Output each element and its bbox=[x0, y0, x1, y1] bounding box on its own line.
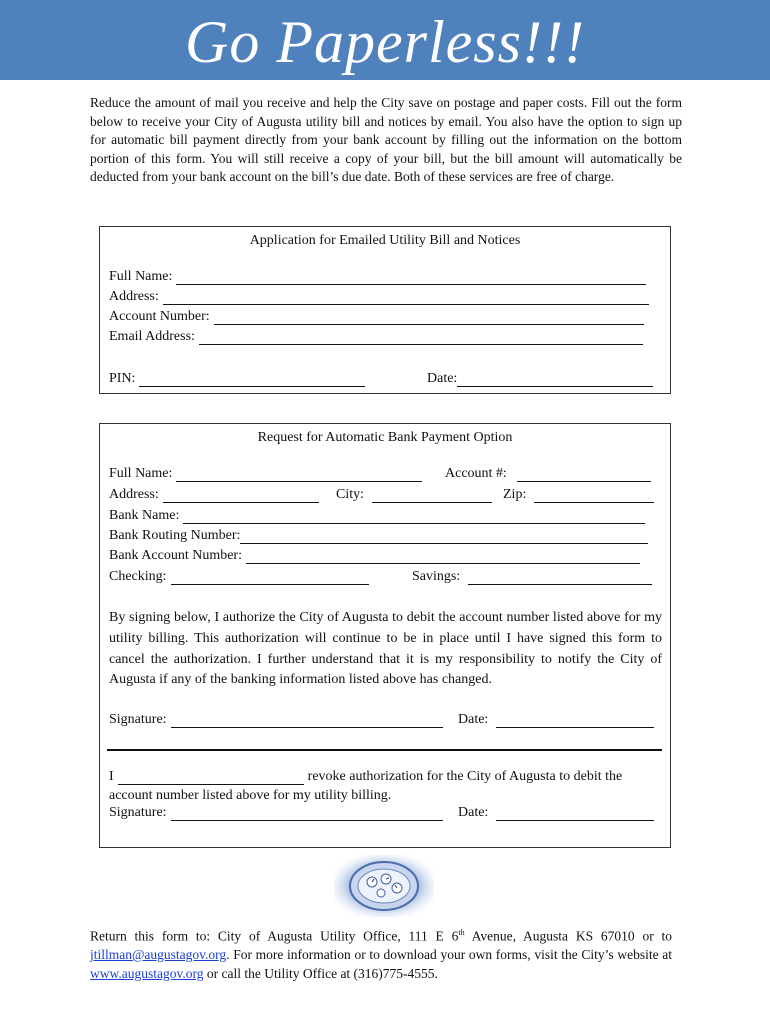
revoke-field[interactable] bbox=[109, 769, 622, 785]
header-banner bbox=[0, 0, 770, 80]
signature-date-label: Date: bbox=[458, 712, 489, 727]
city-label: City: bbox=[336, 487, 365, 502]
revoke-text-line2 bbox=[109, 788, 391, 804]
address-label: Address: bbox=[109, 289, 159, 304]
bank-account-number-line[interactable] bbox=[246, 549, 640, 564]
address-line[interactable] bbox=[163, 290, 649, 305]
footer-part1: Return this form to: City of Augusta Utility Office, 111 E 6 bbox=[90, 928, 459, 944]
city-field[interactable] bbox=[336, 487, 492, 503]
zip-field[interactable] bbox=[503, 487, 654, 503]
account-no-label: Account #: bbox=[445, 466, 507, 481]
email-date-field[interactable] bbox=[427, 371, 653, 387]
city-line[interactable] bbox=[372, 488, 492, 503]
footer-part4: or call the Utility Office at (316)775-4555. bbox=[203, 965, 438, 981]
revoke-signature-field[interactable] bbox=[109, 805, 443, 821]
utility-meter-logo bbox=[334, 855, 434, 917]
email-link[interactable]: jtillman@augustagov.org bbox=[90, 947, 227, 963]
signature-line[interactable] bbox=[171, 713, 443, 728]
meter-icon bbox=[334, 855, 434, 917]
bank-account-number-field[interactable] bbox=[109, 548, 640, 564]
checking-line[interactable] bbox=[171, 570, 369, 585]
bank-account-no-field[interactable] bbox=[445, 466, 651, 482]
signature-date-line[interactable] bbox=[496, 713, 654, 728]
account-number-field[interactable] bbox=[109, 309, 644, 325]
pin-label: PIN: bbox=[109, 371, 136, 386]
routing-number-line[interactable] bbox=[240, 529, 648, 544]
bank-name-line[interactable] bbox=[183, 509, 645, 524]
authorization-text: By signing below, I authorize the City of Augusta to debit the account number listed above for my utility billing. This authorization will continue to be in place until I have signed this form to cancel the authorization. I further understand that it is my responsibility to notify the City of Augusta if any of the banking information listed above has changed. bbox=[109, 610, 662, 688]
savings-field[interactable] bbox=[412, 569, 652, 585]
bank-address-field[interactable] bbox=[109, 487, 319, 503]
savings-label: Savings: bbox=[412, 569, 461, 584]
zip-line[interactable] bbox=[534, 488, 654, 503]
bank-account-number-label: Bank Account Number: bbox=[109, 548, 242, 563]
full-name-label: Full Name: bbox=[109, 269, 173, 284]
routing-number-field[interactable] bbox=[109, 528, 648, 544]
revoke-signature-label: Signature: bbox=[109, 805, 167, 820]
savings-line[interactable] bbox=[468, 570, 652, 585]
signature-label: Signature: bbox=[109, 712, 167, 727]
email-address-input-field[interactable] bbox=[109, 329, 643, 345]
zip-label: Zip: bbox=[503, 487, 527, 502]
account-number-label: Account Number: bbox=[109, 309, 210, 324]
bank-address-line[interactable] bbox=[163, 488, 319, 503]
email-full-name-field[interactable] bbox=[109, 269, 646, 285]
revoke-text-2: account number listed above for my utility billing. bbox=[109, 788, 392, 803]
date-label: Date: bbox=[427, 371, 458, 386]
pin-line[interactable] bbox=[139, 372, 365, 387]
account-no-line[interactable] bbox=[517, 467, 651, 482]
footer-part3: . For more information or to download your own forms, visit the City’s website at bbox=[226, 947, 672, 963]
pin-field[interactable] bbox=[109, 371, 365, 387]
page-title: Go Paperless!!! bbox=[185, 9, 585, 75]
account-number-line[interactable] bbox=[214, 310, 644, 325]
routing-number-label: Bank Routing Number: bbox=[109, 528, 241, 543]
email-application-title: Application for Emailed Utility Bill and Notices bbox=[249, 233, 521, 248]
email-application-box bbox=[99, 226, 671, 394]
email-label: Email Address: bbox=[109, 329, 195, 344]
revoke-date-field[interactable] bbox=[458, 805, 654, 821]
email-address-field[interactable] bbox=[109, 289, 649, 305]
revoke-date-line[interactable] bbox=[496, 806, 654, 821]
bank-full-name-field[interactable] bbox=[109, 466, 422, 482]
intro-paragraph: Reduce the amount of mail you receive and help the City save on postage and paper costs. Fill out the form below to receive your City of Augusta utility bill and notices by email. You also have the option to sign up for automatic bill payment directly from your bank account by filling out the information on the bottom portion of this form. You will still receive a copy of your bill, but the bill amount will automatically be deducted from your bank account on the bill’s due date. Both of these services are free of charge. bbox=[90, 95, 682, 185]
website-link[interactable]: www.augustagov.org bbox=[90, 965, 204, 981]
section-divider bbox=[107, 749, 662, 751]
signature-date-field[interactable] bbox=[458, 712, 654, 728]
footer-part2: Avenue, Augusta KS 67010 or to bbox=[464, 928, 672, 944]
bank-payment-title: Request for Automatic Bank Payment Option bbox=[257, 430, 513, 445]
bank-name-label: Bank Name: bbox=[109, 508, 180, 523]
email-line[interactable] bbox=[199, 330, 643, 345]
bank-payment-box bbox=[99, 423, 671, 848]
bank-full-name-label: Full Name: bbox=[109, 466, 173, 481]
signature-field[interactable] bbox=[109, 712, 443, 728]
footer-text bbox=[90, 924, 672, 983]
revoke-i-label: I bbox=[109, 769, 114, 784]
bank-full-name-line[interactable] bbox=[176, 467, 422, 482]
full-name-line[interactable] bbox=[176, 270, 646, 285]
bank-address-label: Address: bbox=[109, 487, 159, 502]
revoke-date-label: Date: bbox=[458, 805, 489, 820]
bank-name-field[interactable] bbox=[109, 508, 645, 524]
checking-field[interactable] bbox=[109, 569, 369, 585]
revoke-signature-line[interactable] bbox=[171, 806, 443, 821]
date-line[interactable] bbox=[457, 372, 653, 387]
footer-sup: th bbox=[458, 928, 465, 937]
revoke-text: revoke authorization for the City of Augusta to debit the bbox=[307, 769, 623, 784]
checking-label: Checking: bbox=[109, 569, 167, 584]
revoke-name-line[interactable] bbox=[118, 770, 304, 785]
